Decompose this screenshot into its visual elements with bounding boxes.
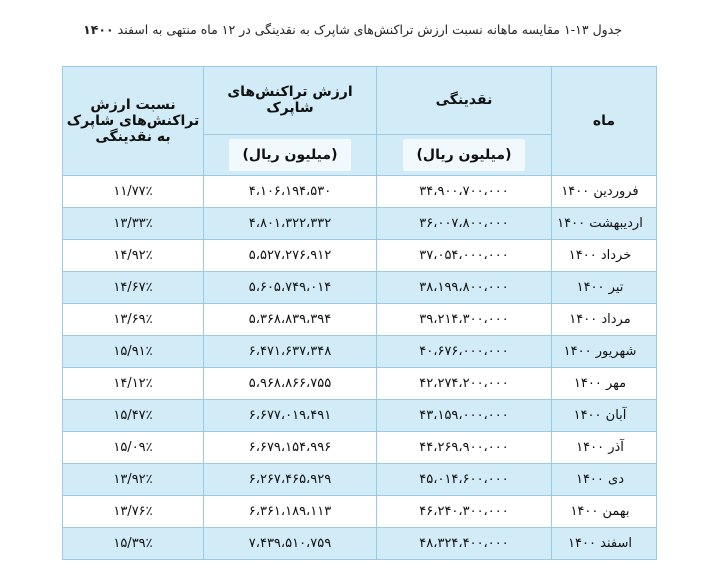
- table-body: [63, 176, 657, 560]
- month-cell: مهر ۱۴۰۰: [552, 368, 657, 400]
- shaparak-cell: ۶،۶۷۷،۰۱۹،۴۹۱: [204, 400, 377, 432]
- month-cell: خرداد ۱۴۰۰: [552, 240, 657, 272]
- table-row: [63, 400, 657, 432]
- month-cell: دی ۱۴۰۰: [552, 464, 657, 496]
- ratio-cell: ۱۴/۱۲٪: [63, 368, 204, 400]
- ratio-cell: ۱۵/۳۹٪: [63, 528, 204, 560]
- shaparak-cell: ۵،۳۶۸،۸۳۹،۳۹۴: [204, 304, 377, 336]
- header-liquidity: نقدینگی: [377, 67, 552, 135]
- table-row: [63, 240, 657, 272]
- liquidity-cell: ۴۸،۳۲۴،۴۰۰،۰۰۰: [377, 528, 552, 560]
- caption-year: ۱۴۰۰: [83, 22, 114, 37]
- month-cell: اردیبهشت ۱۴۰۰: [552, 208, 657, 240]
- caption-text: جدول ۱۳-۱ مقایسه ماهانه نسبت ارزش تراکنش‌های شاپرک به نقدینگی در ۱۲ ماه منتهی به اسفند: [113, 22, 622, 37]
- table-row: [63, 176, 657, 208]
- ratio-cell: ۱۳/۶۹٪: [63, 304, 204, 336]
- shaparak-cell: ۶،۴۷۱،۶۳۷،۳۴۸: [204, 336, 377, 368]
- ratio-cell: ۱۳/۳۳٪: [63, 208, 204, 240]
- liquidity-cell: ۳۷،۰۵۴،۰۰۰،۰۰۰: [377, 240, 552, 272]
- liquidity-cell: ۴۵،۰۱۴،۶۰۰،۰۰۰: [377, 464, 552, 496]
- ratio-cell: ۱۵/۹۱٪: [63, 336, 204, 368]
- table-row: [63, 464, 657, 496]
- liquidity-cell: ۳۴،۹۰۰،۷۰۰،۰۰۰: [377, 176, 552, 208]
- liquidity-cell: ۳۹،۲۱۴،۳۰۰،۰۰۰: [377, 304, 552, 336]
- liquidity-cell: ۴۲،۲۷۴،۲۰۰،۰۰۰: [377, 368, 552, 400]
- ratio-cell: ۱۴/۶۷٪: [63, 272, 204, 304]
- month-cell: فروردین ۱۴۰۰: [552, 176, 657, 208]
- ratio-cell: ۱۴/۹۲٪: [63, 240, 204, 272]
- month-cell: آذر ۱۴۰۰: [552, 432, 657, 464]
- month-cell: مرداد ۱۴۰۰: [552, 304, 657, 336]
- header-unit-liquidity: [377, 134, 552, 175]
- table-row: [63, 272, 657, 304]
- header-unit-shaparak: [204, 134, 377, 175]
- table-row: [63, 432, 657, 464]
- liquidity-comparison-table: [62, 66, 657, 560]
- shaparak-cell: ۴،۸۰۱،۳۲۲،۳۳۲: [204, 208, 377, 240]
- liquidity-cell: ۴۴،۲۶۹،۹۰۰،۰۰۰: [377, 432, 552, 464]
- header-ratio: نسبت ارزش تراکنش‌های شاپرک به نقدینگی: [63, 67, 204, 176]
- shaparak-cell: ۵،۵۲۷،۲۷۶،۹۱۲: [204, 240, 377, 272]
- liquidity-cell: ۴۶،۲۴۰،۳۰۰،۰۰۰: [377, 496, 552, 528]
- shaparak-cell: ۴،۱۰۶،۱۹۴،۵۳۰: [204, 176, 377, 208]
- ratio-cell: ۱۵/۴۷٪: [63, 400, 204, 432]
- unit-liquidity-label: (میلیون ریال): [403, 139, 526, 171]
- shaparak-cell: ۶،۳۶۱،۱۸۹،۱۱۳: [204, 496, 377, 528]
- month-cell: اسفند ۱۴۰۰: [552, 528, 657, 560]
- table-row: [63, 336, 657, 368]
- table-row: [63, 368, 657, 400]
- month-cell: تیر ۱۴۰۰: [552, 272, 657, 304]
- table-row: [63, 304, 657, 336]
- shaparak-cell: ۶،۲۶۷،۴۶۵،۹۲۹: [204, 464, 377, 496]
- table-caption: [83, 22, 622, 37]
- shaparak-cell: ۶،۶۷۹،۱۵۴،۹۹۶: [204, 432, 377, 464]
- month-cell: شهریور ۱۴۰۰: [552, 336, 657, 368]
- unit-shaparak-label: (میلیون ریال): [229, 139, 352, 171]
- table-row: [63, 528, 657, 560]
- liquidity-cell: ۳۶،۰۰۷،۸۰۰،۰۰۰: [377, 208, 552, 240]
- shaparak-cell: ۵،۶۰۵،۷۴۹،۰۱۴: [204, 272, 377, 304]
- ratio-cell: ۱۳/۹۲٪: [63, 464, 204, 496]
- month-cell: آبان ۱۴۰۰: [552, 400, 657, 432]
- header-month: ماه: [552, 67, 657, 176]
- ratio-cell: ۱۳/۷۶٪: [63, 496, 204, 528]
- liquidity-cell: ۳۸،۱۹۹،۸۰۰،۰۰۰: [377, 272, 552, 304]
- shaparak-cell: ۷،۴۳۹،۵۱۰،۷۵۹: [204, 528, 377, 560]
- ratio-cell: ۱۱/۷۷٪: [63, 176, 204, 208]
- shaparak-cell: ۵،۹۶۸،۸۶۶،۷۵۵: [204, 368, 377, 400]
- liquidity-cell: ۴۰،۶۷۶،۰۰۰،۰۰۰: [377, 336, 552, 368]
- ratio-cell: ۱۵/۰۹٪: [63, 432, 204, 464]
- table-row: [63, 496, 657, 528]
- table-row: [63, 208, 657, 240]
- liquidity-cell: ۴۳،۱۵۹،۰۰۰،۰۰۰: [377, 400, 552, 432]
- header-shaparak: ارزش تراکنش‌های شاپرک: [204, 67, 377, 135]
- month-cell: بهمن ۱۴۰۰: [552, 496, 657, 528]
